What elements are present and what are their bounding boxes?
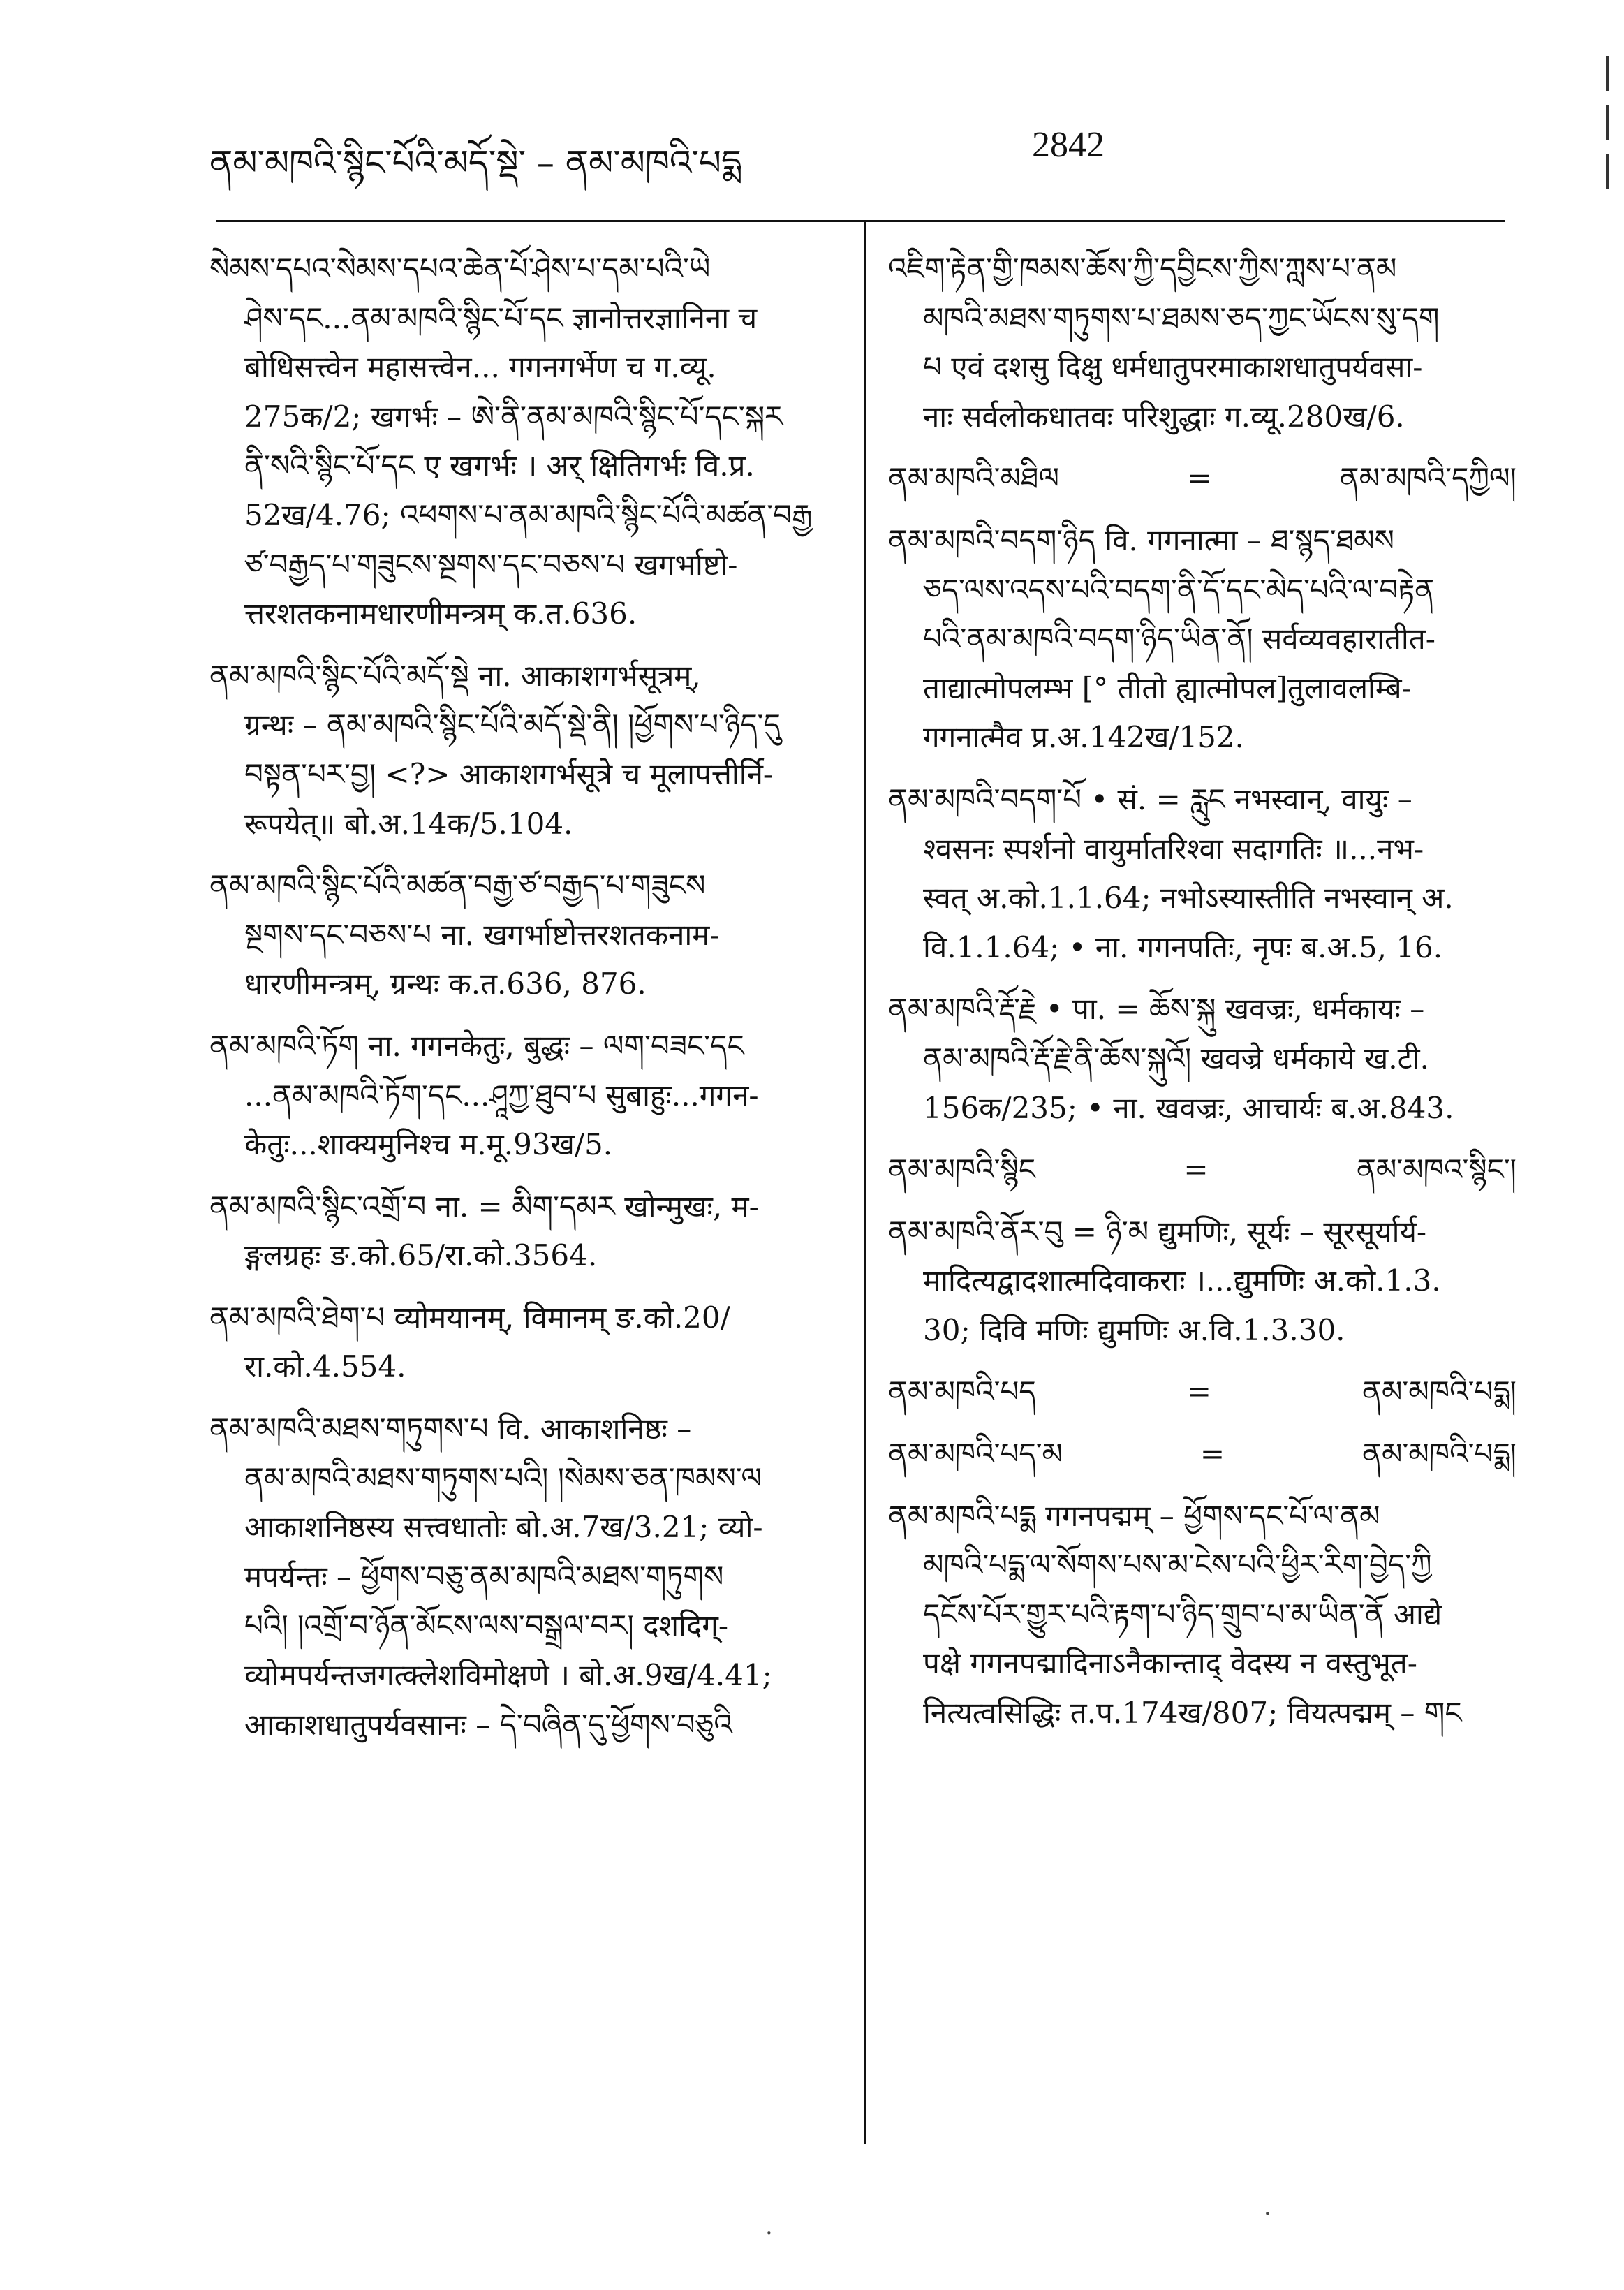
entry-line: धारणीमन्त्रम्, ग्रन्थः क.त.636, 876.	[244, 967, 647, 1001]
entry-line: ताद्यात्मोपलम्भ [° तीतो ह्यात्मोपल]तुलावलम्बि-	[923, 670, 1412, 705]
cross-reference-term: ནམ་མཁའི་པད	[888, 1374, 1036, 1409]
running-title: ནམ་མཁའི་སྙིང་པོའི་མདོ་སྡེ་ – ནམ་མཁའི་པདྨ	[209, 142, 741, 183]
entry-line: མཁའི་མཐས་གཏུགས་པ་ཐམས་ཅད་ཀྱང་ཡོངས་སུ་དག	[923, 300, 1440, 335]
entry-headline: ནམ་མཁའི་ཐེག་པ व्योमयानम्, विमानम् ङ.को.20/	[209, 1300, 730, 1335]
entry-headline: སེམས་དཔའ་སེམས་དཔའ་ཆེན་པོ་ཤེས་པ་དམ་པའི་ཡེ	[209, 251, 711, 286]
cross-reference	[888, 1145, 1516, 1195]
entry-line: 52ख/4.76; འཕགས་པ་ནམ་མཁའི་སྙིང་པོའི་མཚན་བརྒྱ	[244, 497, 813, 532]
dictionary-entry	[888, 1492, 1516, 1738]
dictionary-entry	[888, 985, 1516, 1133]
entry-line: ནི་སའི་སྙིང་པོ་དང ए खगर्भः । अर् क्षितिगर्भः वि.प्र.	[244, 448, 755, 483]
cross-reference-eq: =	[1183, 1152, 1209, 1187]
dictionary-entry	[888, 516, 1516, 763]
entry-line: वि.1.1.64; • ना. गगनपतिः, नृपः ब.अ.5, 16.	[923, 930, 1443, 964]
page-number: 2842	[1032, 125, 1105, 165]
entry-headline: ནམ་མཁའི་སྙིང་འགྲོ་བ ना. = མིག་དམར खोन्मुखः, म-	[209, 1189, 759, 1224]
dictionary-entry	[888, 1367, 1516, 1417]
cross-reference-term: ནམ་མཁའི་སྙིང	[888, 1152, 1035, 1187]
entry-line: བསྟན་པར་བྱ། <?> आकाशगर्भसूत्रे च मूलापत्तीर्नि-	[244, 756, 774, 791]
dictionary-entry	[209, 1022, 838, 1170]
entry-line: ནམ་མཁའི་མཐས་གཏུགས་པའི། །སེམས་ཅན་ཁམས་ལ	[244, 1460, 762, 1495]
cross-reference	[888, 454, 1516, 504]
scan-speck: ·	[1264, 2200, 1271, 2228]
entry-line: དངོས་པོར་གྱུར་པའི་རྟག་པ་ཉིད་གྲུབ་པ་མ་ཡིན་ནོ आद्ये	[923, 1597, 1442, 1631]
dictionary-entry	[209, 861, 838, 1009]
cross-reference-target: ནམ་མཁའི་པདྨ།	[1361, 1374, 1516, 1409]
entry-line: པའི་ནམ་མཁའི་བདག་ཉིད་ཡིན་ནོ། सर्वव्यवहारातीत-	[923, 622, 1435, 656]
dictionary-entry	[888, 1430, 1516, 1479]
entry-headline: འཇིག་རྟེན་གྱི་ཁམས་ཆོས་ཀྱི་དབྱིངས་ཀྱིས་ཀླས་པ་ནམ	[888, 251, 1397, 286]
entry-line: पक्षे गगनपद्मादिनाऽनैकान्ताद् वेदस्य न वस्तुभूत-	[923, 1646, 1417, 1681]
entry-headline: ནམ་མཁའི་པདྨ गगनपद्मम् – ཕྱོགས་དང་པོ་ལ་ནམ	[888, 1498, 1380, 1533]
cross-reference-eq: =	[1186, 1374, 1211, 1409]
left-column	[209, 244, 838, 1762]
entry-line: रा.को.4.554.	[244, 1349, 406, 1384]
dictionary-entry	[209, 652, 838, 849]
entry-headline: ནམ་མཁའི་རྡོ་རྗེ • पा. = ཆོས་སྐུ खवज्रः, धर्मकायः –	[888, 992, 1425, 1027]
entry-line: आकाशधातुपर्यवसानः – དེ་བཞིན་དུ་ཕྱོགས་བཅུའི	[244, 1707, 732, 1742]
scan-speck: ·	[765, 2219, 773, 2247]
cross-reference	[888, 1430, 1516, 1479]
entry-headline: ནམ་མཁའི་བདག་པོ • सं. = རླུང नभस्वान्, वायुः –	[888, 781, 1412, 816]
dictionary-entry	[209, 1182, 838, 1281]
entry-line: པ एवं दशसु दिक्षु धर्मधातुपरमाकाशधातुपर्यवसा-	[923, 350, 1423, 385]
entry-line: केतुः...शाक्यमुनिश्च म.मू.93ख/5.	[244, 1127, 613, 1162]
entry-line: 156क/235; • ना. खवज्रः, आचार्यः ब.अ.843.	[923, 1090, 1454, 1125]
entry-line: त्तरशतकनामधारणीमन्त्रम् क.त.636.	[244, 596, 637, 631]
entry-line: ཤེས་དང...ནམ་མཁའི་སྙིང་པོ་དང ज्ञानोत्तरज्ञानिना च	[244, 300, 758, 335]
entry-headline: ནམ་མཁའི་སྙིང་པོའི་མདོ་སྡེ ना. आकाशगर्भसूत्रम्,	[209, 658, 701, 693]
page-header	[209, 119, 1508, 182]
entry-line: स्वत् अ.को.1.1.64; नभोऽस्यास्तीति नभस्वान् अ.	[923, 881, 1454, 916]
entry-line: नाः सर्वलोकधातवः परिशुद्धाः ग.व्यू.280ख/6.	[923, 399, 1405, 434]
entry-line: आकाशनिष्ठस्य सत्त्वधातोः बो.अ.7ख/3.21; व्यो-	[244, 1510, 763, 1545]
column-divider	[864, 222, 866, 2144]
entry-headline: ནམ་མཁའི་ནོར་བུ = ཉི་མ द्युमणिः, सूर्यः – सूरसूर्यार्य-	[888, 1214, 1427, 1249]
cross-reference-target: ནམ་མཁའ་སྙིང་།	[1356, 1152, 1516, 1187]
entry-headline: ནམ་མཁའི་སྙིང་པོའི་མཚན་བརྒྱ་ཙ་བརྒྱད་པ་གཟུངས	[209, 868, 706, 903]
dictionary-entry	[209, 1404, 838, 1749]
entry-line: बोधिसत्त्वेन महासत्त्वेन... गगनगर्भेण च ग.व्यू.	[244, 350, 716, 385]
entry-line: मपर्यन्तः – ཕྱོགས་བཅུ་ནམ་མཁའི་མཐས་གཏུགས	[244, 1559, 724, 1594]
entry-line: श्वसनः स्पर्शनो वायुर्मातरिश्वा सदागतिः ॥...नभ-	[923, 831, 1424, 866]
dictionary-entry	[888, 1145, 1516, 1195]
entry-line: रूपयेत्॥ बो.अ.14क/5.104.	[244, 806, 573, 841]
entry-headline: ནམ་མཁའི་ཏོག ना. गगनकेतुः, बुद्धः – ལག་བཟང་དང	[209, 1028, 744, 1063]
entry-headline: ནམ་མཁའི་བདག་ཉིད वि. गगनात्मा – ཐ་སྙད་ཐམས	[888, 522, 1394, 557]
header-rule	[216, 220, 1505, 222]
cross-reference-target: ནམ་མཁའི་དཀྱིལ།	[1339, 461, 1516, 496]
entry-line: མཁའི་པདྨ་ལ་སོགས་པས་མ་ངེས་པའི་ཕྱིར་རིག་བྱེད་ཀྱི	[923, 1548, 1432, 1583]
cross-reference-eq: =	[1187, 461, 1212, 496]
dictionary-entry	[888, 1208, 1516, 1356]
dictionary-entry	[209, 244, 838, 639]
cross-reference-term: ནམ་མཁའི་མཐིལ	[888, 461, 1059, 496]
entry-line: ङ्गलग्रहः ङ.को.65/रा.को.3564.	[244, 1238, 598, 1273]
right-column	[888, 244, 1516, 1751]
entry-line: नित्यत्वसिद्धिः त.प.174ख/807; वियत्पद्मम् – གང	[923, 1696, 1462, 1731]
entry-line: ग्रन्थः – ནམ་མཁའི་སྙིང་པོའི་མདོ་སྡེ་ནི། །ཕྱོགས་པ་ཉིད་དུ	[244, 707, 781, 742]
entry-headline: ནམ་མཁའི་མཐས་གཏུགས་པ वि. आकाशनिष्ठः –	[209, 1411, 692, 1446]
entry-line: ཙ་བརྒྱད་པ་གཟུངས་སྔགས་དང་བཅས་པ खगर्भाष्टो-	[244, 547, 738, 582]
dictionary-entry	[209, 1293, 838, 1392]
entry-line: ཅད་ལས་འདས་པའི་བདག་ནི་དོ་དང་མེད་པའི་ལ་བརྟེན	[923, 572, 1435, 607]
entry-line: 30; दिवि मणिः द्युमणिः अ.वि.1.3.30.	[923, 1312, 1345, 1347]
entry-line: པའི། །འགྲོ་བ་ཉོན་མོངས་ལས་བསྒྲལ་བར། दशदिग्-	[244, 1608, 729, 1643]
entry-line: སྔགས་དང་བཅས་པ ना. खगर्भाष्टोत्तरशतकनाम-	[244, 917, 720, 952]
cross-reference-term: ནམ་མཁའི་པད་མ	[888, 1437, 1063, 1471]
entry-line: ནམ་མཁའི་རྡོ་རྗེ་ནི་ཆོས་སྐུའོ། खवज्रे धर्मकाये ख.टी.	[923, 1041, 1430, 1076]
entry-line: 275क/2; खगर्भः – ཨེ་ནི་ནམ་མཁའི་སྙིང་པོ་དང་སྐར	[244, 399, 783, 434]
entry-line: मादित्यद्वादशात्मदिवाकराः ।...द्युमणिः अ.को.1.3.	[923, 1263, 1441, 1298]
dictionary-entry	[888, 775, 1516, 972]
cross-reference-eq: =	[1199, 1437, 1225, 1471]
dictionary-entry	[888, 454, 1516, 504]
dictionary-entry	[888, 244, 1516, 441]
cross-reference	[888, 1367, 1516, 1417]
entry-line: व्योमपर्यन्तजगत्क्लेशविमोक्षणे । बो.अ.9ख/4.41;	[244, 1658, 772, 1693]
cross-reference-target: ནམ་མཁའི་པདྨ།	[1361, 1437, 1516, 1471]
entry-line: ...ནམ་མཁའི་ཏོག་དང...ཤཱཀྱ་ཐུབ་པ सुबाहुः...गगन-	[244, 1078, 759, 1113]
entry-line: गगनात्मैव प्र.अ.142ख/152.	[923, 720, 1244, 755]
scan-margin-marks	[1606, 56, 1611, 237]
